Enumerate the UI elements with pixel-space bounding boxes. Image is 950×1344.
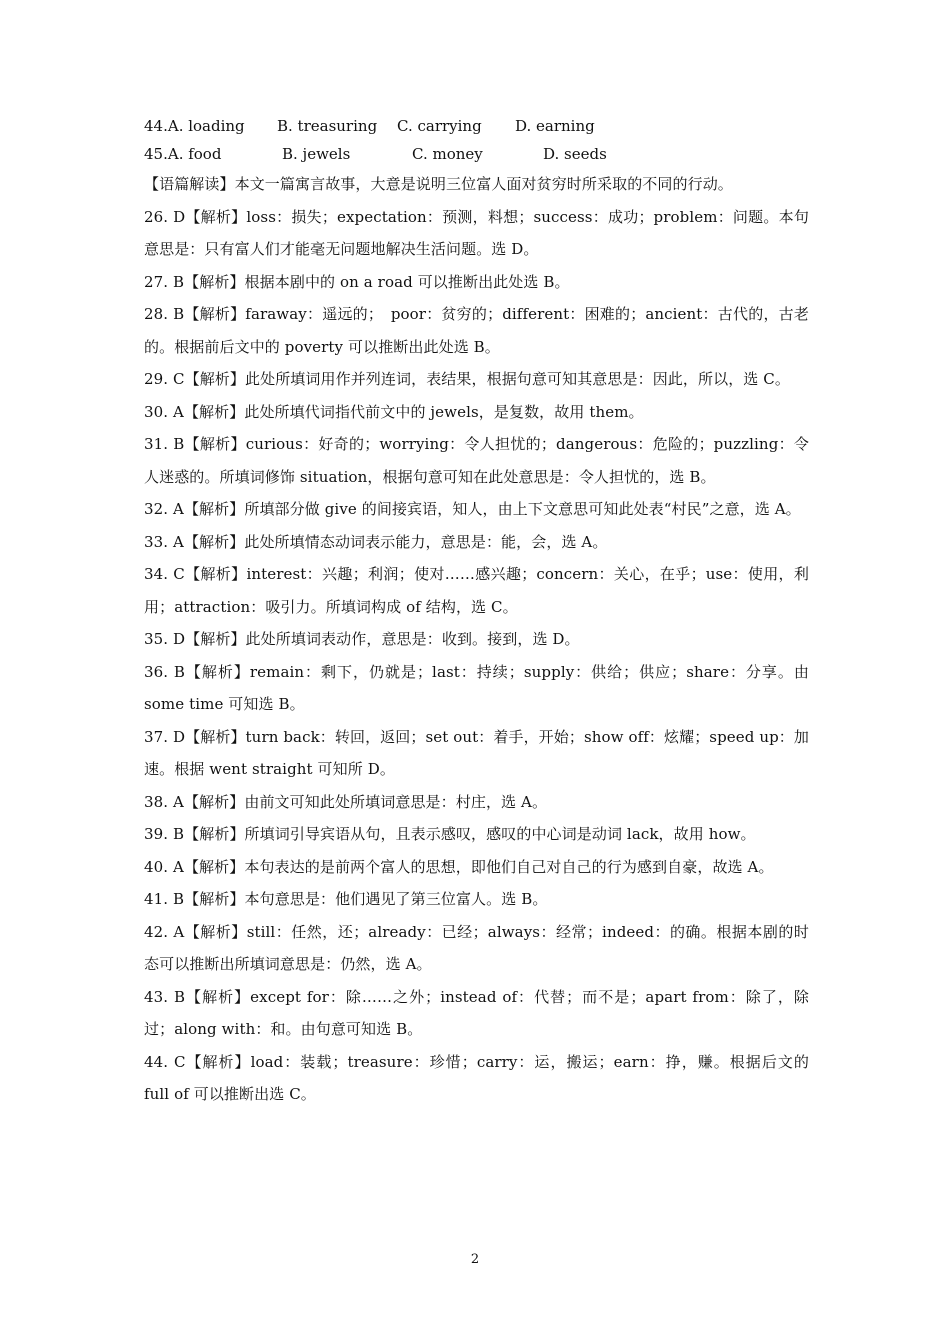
page-number: 2: [470, 1252, 480, 1267]
answer-32: 32. A【解析】所填部分做 give 的间接宾语，知人，由上下文意思可知此处表“村民”之意，选 A。: [144, 500, 801, 518]
options-row-44: [144, 112, 809, 140]
options-row-45: [144, 140, 809, 168]
answer-34: 34. C【解析】interest：兴趣；利润；使对……感兴趣；concern：关心，在乎；use：使用，利用；attraction：吸引力。所填词构成 of 结构，选 C。: [144, 565, 809, 616]
option-a: 45.A. food: [144, 145, 222, 163]
answer-40: 40. A【解析】本句表达的是前两个富人的思想，即他们自己对自己的行为感到自豪，故选 A。: [144, 857, 774, 876]
answer-39: 39. B【解析】所填词引导宾语从句，且表示感叹，感叹的中心词是动词 lack，故用 how。: [144, 825, 756, 843]
option-b: B. jewels: [282, 145, 351, 163]
answer-31: 31. B【解析】curious：好奇的；worrying：令人担忧的；dangerous：危险的；puzzling：令人迷惑的。所填词修饰 situation，根据句意可知在此处意思是：令人担忧的，选 B。: [144, 435, 809, 486]
answer-28: 28. B【解析】faraway：遥远的； poor：贫穷的；different：困难的；ancient：古代的，古老的。根据前后文中的 poverty 可以推断出此处选 B。: [144, 305, 809, 356]
answer-35: 35. D【解析】此处所填词表动作，意思是：收到。接到，选 D。: [144, 630, 580, 648]
option-d: D. seeds: [543, 145, 607, 163]
option-d: D. earning: [515, 117, 595, 135]
answer-30: 30. A【解析】此处所填代词指代前文中的 jewels，是复数，故用 them。: [144, 402, 644, 421]
answer-38: 38. A【解析】由前文可知此处所填词意思是：村庄，选 A。: [144, 792, 548, 811]
answer-36: 36. B【解析】remain：剩下，仍就是；last：持续；supply：供给；供应；share：分享。由 some time 可知选 B。: [144, 662, 809, 713]
answer-44: 44. C【解析】load：装载；treasure：珍惜；carry：运，搬运；earn：挣，赚。根据后文的 full of 可以推断出选 C。: [144, 1052, 809, 1103]
answer-41: 41. B【解析】本句意思是：他们遇见了第三位富人。选 B。: [144, 890, 548, 908]
answer-43: 43. B【解析】except for：除……之外；instead of：代替；而不是；apart from：除了，除过；along with：和。由句意可知选 B。: [144, 987, 809, 1038]
option-c: C. money: [412, 145, 483, 163]
answer-33: 33. A【解析】此处所填情态动词表示能力，意思是：能，会，选 A。: [144, 532, 608, 551]
page-content: [144, 112, 809, 1111]
option-a: 44.A. loading: [144, 117, 245, 135]
answer-29: 29. C【解析】此处所填词用作并列连词，表结果，根据句意可知其意思是：因此，所以，选 C。: [144, 370, 790, 388]
answer-37: 37. D【解析】turn back：转回，返回；set out：着手，开始；show off：炫耀；speed up：加速。根据 went straight 可知所 D。: [144, 727, 809, 778]
option-b: B. treasuring: [277, 117, 378, 135]
option-c: C. carrying: [397, 117, 482, 135]
passage-summary: 【语篇解读】本文一篇寓言故事，大意是说明三位富人面对贫穷时所采取的不同的行动。: [144, 175, 733, 193]
answer-26: 26. D【解析】loss：损失；expectation：预测，料想；success：成功；problem：问题。本句意思是：只有富人们才能毫无问题地解决生活问题。选 D。: [144, 207, 809, 258]
answer-27: 27. B【解析】根据本剧中的 on a road 可以推断出此处选 B。: [144, 272, 570, 291]
answer-42: 42. A【解析】still：任然，还；already：已经；always：经常；indeed：的确。根据本剧的时态可以推断出所填词意思是：仍然，选 A。: [144, 922, 809, 973]
